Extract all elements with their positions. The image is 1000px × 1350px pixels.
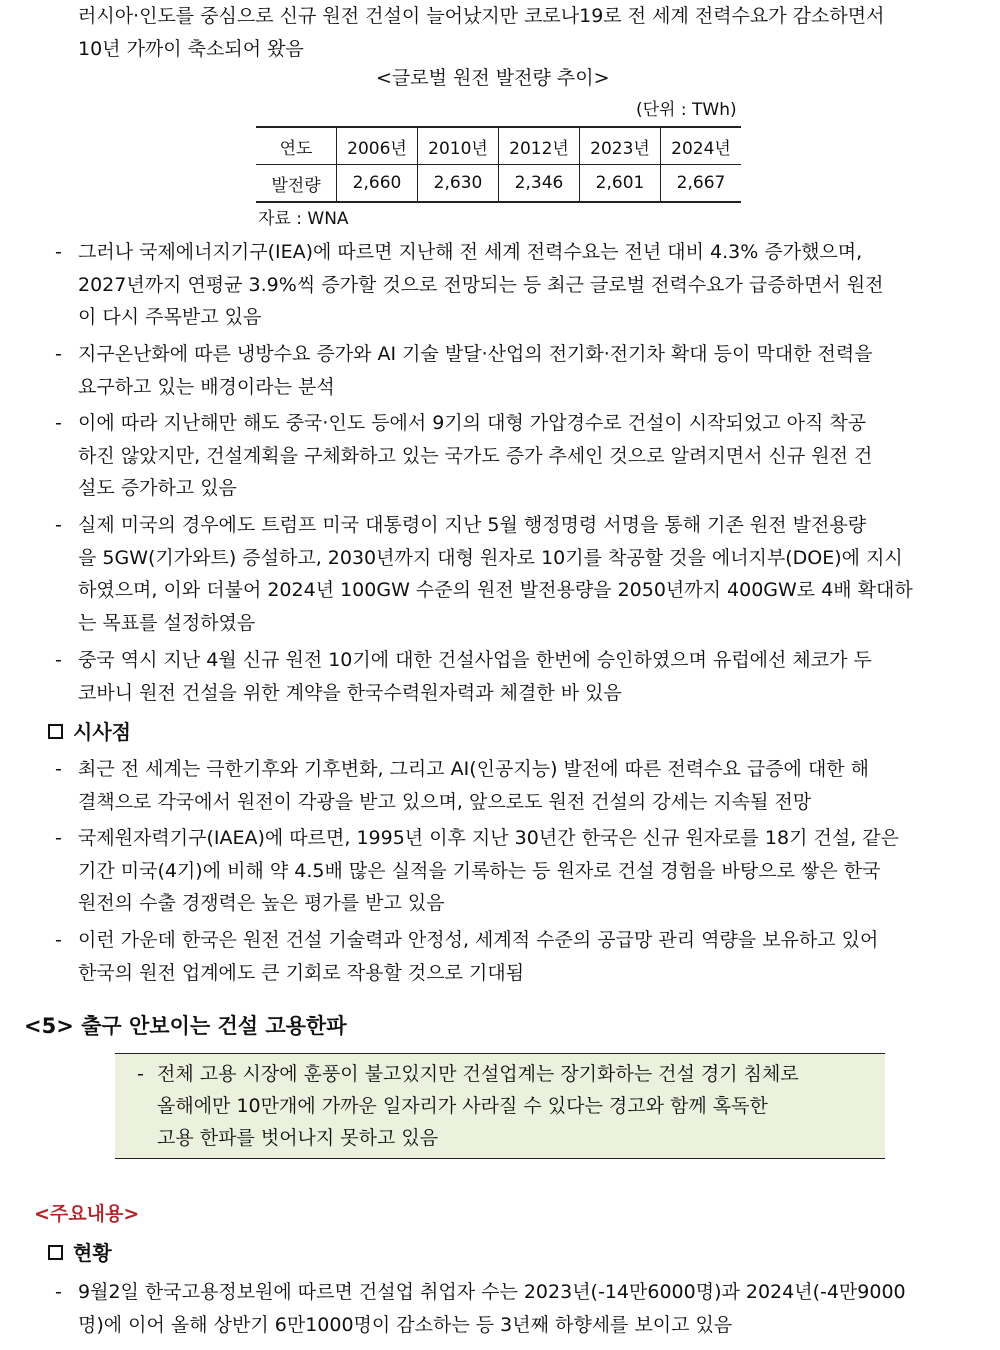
paragraph-line: 하진 않았지만, 건설계획을 구체화하고 있는 국가도 증가 추세인 것으로 알려지면서 신규 원전 건 xyxy=(78,444,873,467)
table-year: 2006년 xyxy=(337,127,418,165)
heading-text: 현황 xyxy=(73,1241,112,1265)
paragraph-line: 지구온난화에 따른 냉방수요 증가와 AI 기술 발달·산업의 전기화·전기차 확대 등이 막대한 전력을 xyxy=(78,343,873,365)
bullet-mark: - xyxy=(137,1063,144,1085)
table-year: 2023년 xyxy=(580,127,661,165)
paragraph-line: 이런 가운데 한국은 원전 건설 기술력과 안정성, 세계적 수준의 공급망 관리 역량을 보유하고 있어 xyxy=(78,929,879,951)
summary-box xyxy=(115,1053,885,1159)
summary-line: 올해에만 10만개에 가까운 일자리가 사라질 수 있다는 경고와 함께 혹독한 xyxy=(157,1095,768,1117)
intro-line: 10년 가까이 축소되어 왔음 xyxy=(78,37,304,60)
implications-heading xyxy=(48,716,131,748)
square-bullet-icon xyxy=(48,724,63,739)
paragraph-line: 2027년까지 연평균 3.9%씩 증가할 것으로 전망되는 등 최근 글로벌 전력수요가 급증하면서 원전 xyxy=(78,273,884,296)
bullet-mark: - xyxy=(55,758,62,780)
table-value: 2,660 xyxy=(337,165,418,203)
paragraph-line: 국제원자력기구(IAEA)에 따르면, 1995년 이후 지난 30년간 한국은 신규 원자로를 18기 건설, 같은 xyxy=(78,827,899,849)
summary-text xyxy=(157,1058,799,1154)
square-bullet-icon xyxy=(48,1245,63,1260)
table-value-row xyxy=(256,165,741,203)
paragraph-line: 명)에 이어 올해 상반기 6만1000명이 감소하는 등 3년째 하향세를 보이고 있음 xyxy=(78,1313,733,1336)
bullet-paragraph xyxy=(78,236,978,334)
paragraph-line: 하였으며, 이와 더불어 2024년 100GW 수준의 원전 발전용량을 2050년까지 400GW로 4배 확대하 xyxy=(78,579,913,601)
paragraph-line: 그러나 국제에너지기구(IEA)에 따르면 지난해 전 세계 전력수요는 전년 대비 4.3% 증가했으며, xyxy=(78,241,863,263)
bullet-paragraph xyxy=(78,509,978,639)
paragraph-line: 이 다시 주목받고 있음 xyxy=(78,306,262,328)
paragraph-line: 요구하고 있는 배경이라는 분석 xyxy=(78,375,335,398)
table-year: 2024년 xyxy=(661,127,742,165)
paragraph-line: 설도 증가하고 있음 xyxy=(78,477,237,499)
paragraph-line: 최근 전 세계는 극한기후와 기후변화, 그리고 AI(인공지능) 발전에 따른 전력수요 급증에 대한 해 xyxy=(78,758,870,780)
bullet-paragraph xyxy=(78,407,978,505)
implication-paragraph xyxy=(78,924,978,989)
bullet-paragraph xyxy=(78,644,978,709)
bullet-mark: - xyxy=(55,649,62,671)
table-year: 2010년 xyxy=(418,127,499,165)
table-value: 2,667 xyxy=(661,165,742,203)
paragraph-line: 실제 미국의 경우에도 트럼프 미국 대통령이 지난 5월 행정명령 서명을 통해 기존 원전 발전용량 xyxy=(78,514,867,536)
implication-paragraph xyxy=(78,822,978,920)
bullet-mark: - xyxy=(55,343,62,365)
paragraph-line: 이에 따라 지난해만 해도 중국·인도 등에서 9기의 대형 가압경수로 건설이 시작되었고 아직 착공 xyxy=(78,412,867,434)
table-year: 2012년 xyxy=(499,127,580,165)
bullet-mark: - xyxy=(55,929,62,951)
table-row-label: 발전량 xyxy=(256,165,337,203)
paragraph-line: 9월2일 한국고용정보원에 따르면 건설업 취업자 수는 2023년(-14만6000명)과 2024년(-4만9000 xyxy=(78,1281,906,1303)
section-title: <5> 출구 안보이는 건설 고용한파 xyxy=(24,1014,347,1038)
paragraph-line: 중국 역시 지난 4월 신규 원전 10기에 대한 건설사업을 한번에 승인하였으며 유럽에선 체코가 두 xyxy=(78,649,872,671)
bullet-mark: - xyxy=(55,412,62,434)
paragraph-line: 을 5GW(기가와트) 증설하고, 2030년까지 대형 원자로 10기를 착공할 것을 에너지부(DOE)에 지시 xyxy=(78,546,903,569)
table-value: 2,601 xyxy=(580,165,661,203)
paragraph-line: 코바니 원전 건설을 위한 계약을 한국수력원자력과 체결한 바 있음 xyxy=(78,681,622,704)
paragraph-line: 결책으로 각국에서 원전이 각광을 받고 있으며, 앞으로도 원전 건설의 강세는 지속될 전망 xyxy=(78,790,812,813)
paragraph-line: 기간 미국(4기)에 비해 약 4.5배 많은 실적을 기록하는 등 원자로 건설 경험을 바탕으로 쌓은 한국 xyxy=(78,859,881,882)
status-paragraph xyxy=(78,1276,978,1341)
bullet-mark: - xyxy=(55,241,62,263)
table-header-row xyxy=(256,127,741,165)
main-content-label: <주요내용> xyxy=(34,1203,140,1225)
bullet-mark: - xyxy=(55,514,62,536)
table-header-label: 연도 xyxy=(256,127,337,165)
table-title: <글로벌 원전 발전량 추이> xyxy=(376,67,610,89)
intro-line: 러시아·인도를 중심으로 신규 원전 건설이 늘어났지만 코로나19로 전 세계 전력수요가 감소하면서 xyxy=(78,5,885,27)
status-heading xyxy=(48,1237,112,1269)
summary-line: 전체 고용 시장에 훈풍이 불고있지만 건설업계는 장기화하는 건설 경기 침체로 xyxy=(157,1063,799,1085)
table-source: 자료 : WNA xyxy=(258,209,349,229)
paragraph-line: 원전의 수출 경쟁력은 높은 평가를 받고 있음 xyxy=(78,892,445,914)
table-value: 2,346 xyxy=(499,165,580,203)
generation-table xyxy=(256,126,741,203)
paragraph-line: 한국의 원전 업계에도 큰 기회로 작용할 것으로 기대됨 xyxy=(78,961,525,984)
bullet-paragraph xyxy=(78,338,978,403)
table-unit: (단위 : TWh) xyxy=(636,100,737,120)
intro-paragraph xyxy=(78,0,978,65)
paragraph-line: 는 목표를 설정하였음 xyxy=(78,611,256,634)
bullet-mark: - xyxy=(55,827,62,849)
heading-text: 시사점 xyxy=(73,720,131,744)
bullet-mark: - xyxy=(55,1281,62,1303)
implication-paragraph xyxy=(78,753,978,818)
summary-line: 고용 한파를 벗어나지 못하고 있음 xyxy=(157,1127,439,1149)
table-value: 2,630 xyxy=(418,165,499,203)
